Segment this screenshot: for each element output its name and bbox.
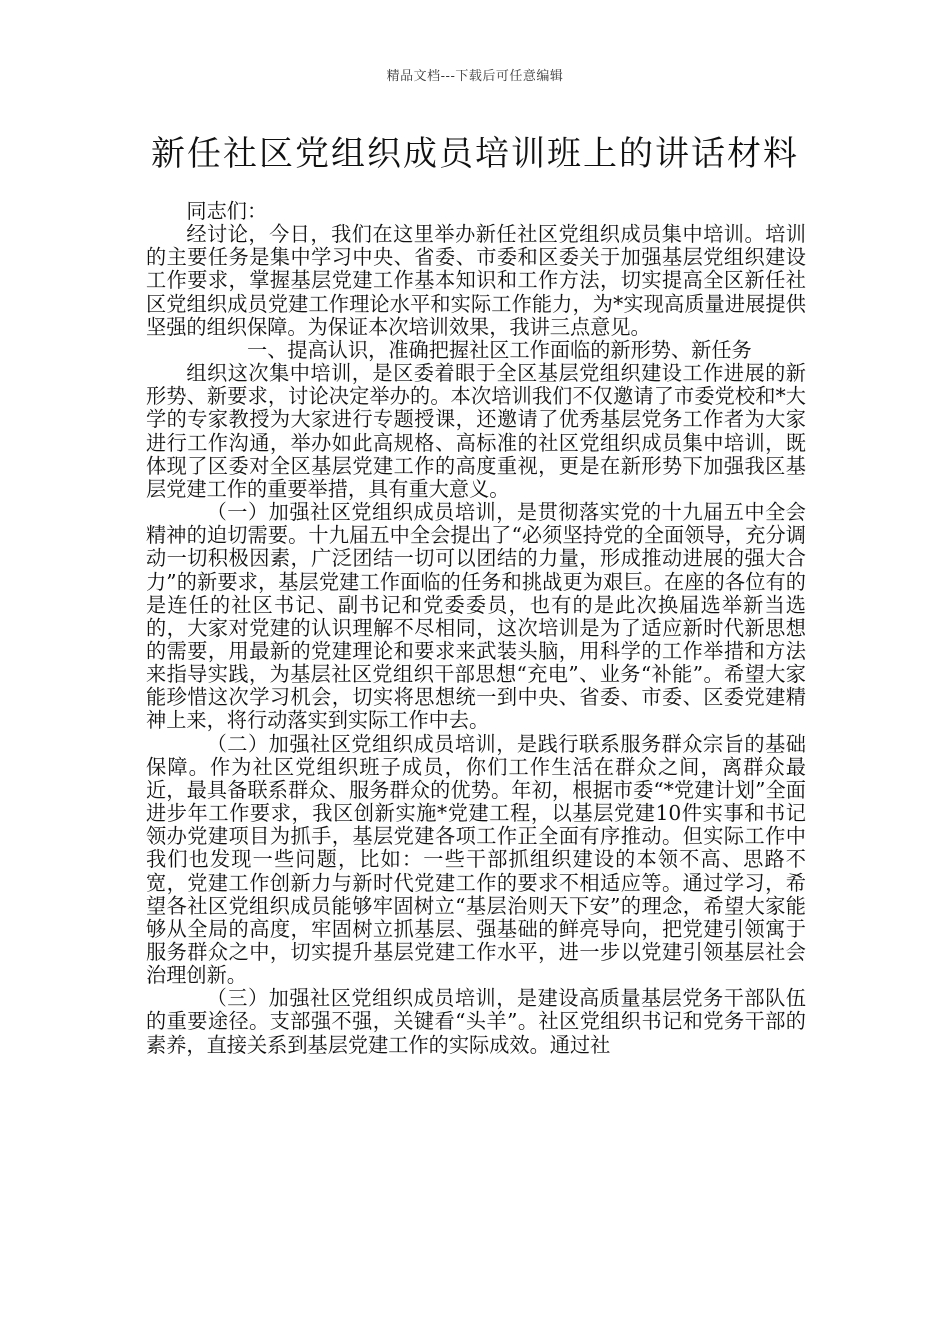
paragraph-point-2: （二）加强社区党组织成员培训，是践行联系服务群众宗旨的基础保障。作为社区党组织班子成员，你们工作生活在群众之间，离群众最近，最具备联系群众、服务群众的优势。年初，根据市委“*党建计划”全面进步年工作要求，我区创新实施*党建工程，以基层党建10件实事和书记领办党建项目为抓手，基层党建各项工作正全面有序推动。但实际工作中我们也发现一些问题，比如：一些干部抓组织建设的本领不高、思路不宽，党建工作创新力与新时代党建工作的要求不相适应等。通过学习，希望各社区党组织成员能够牢固树立“基层治则天下安”的理念，希望大家能够从全局的高度，牢固树立抓基层、强基础的鲜亮导向，把党建引领寓于服务群众之中，切实提升基层党建工作水平，进一步以党建引领基层社会治理创新。 — [146, 731, 806, 988]
document-title: 新任社区党组织成员培训班上的讲话材料 — [151, 134, 799, 174]
header-note: 精品文档---下载后可任意编辑 — [386, 69, 564, 84]
paragraph-point-3: （三）加强社区党组织成员培训，是建设高质量基层党务干部队伍的重要途径。支部强不强，关键看“头羊”。社区党组织书记和党务干部的素养，直接关系到基层党建工作的实际成效。通过社 — [146, 986, 806, 1057]
salutation: 同志们： — [186, 199, 268, 223]
section-heading-1: 一、提高认识，准确把握社区工作面临的新形势、新任务 — [247, 337, 752, 362]
paragraph-section1-body: 组织这次集中培训，是区委着眼于全区基层党组织建设工作进展的新形势、新要求，讨论决定举办的。本次培训我们不仅邀请了市委党校和*大学的专家教授为大家进行专题授课，还邀请了优秀基层党务工作者为大家进行工作沟通，举办如此高规格、高标准的社区党组织成员集中培训，既体现了区委对全区基层党建工作的高度重视，更是在新形势下加强我区基层党建工作的重要举措，具有重大意义。 — [146, 361, 806, 501]
document-body — [146, 200, 806, 1057]
paragraph-intro: 经讨论，今日，我们在这里举办新任社区党组织成员集中培训。培训的主要任务是集中学习中央、省委、市委和区委关于加强基层党组织建设工作要求，掌握基层党建工作基本知识和工作方法，切实提高全区新任社区党组织成员党建工作理论水平和实际工作能力，为*实现高质量进展提供坚强的组织保障。为保证本次培训效果，我讲三点意见。 — [146, 222, 806, 339]
paragraph-point-1: （一）加强社区党组织成员培训，是贯彻落实党的十九届五中全会精神的迫切需要。十九届五中全会提出了“必须坚持党的全面领导，充分调动一切积极因素，广泛团结一切可以团结的力量，形成推动进展的强大合力”的新要求，基层党建工作面临的任务和挑战更为艰巨。在座的各位有的是连任的社区书记、副书记和党委委员，也有的是此次换届选举新当选的，大家对党建的认识理解不尽相同，这次培训是为了适应新时代新思想的需要，用最新的党建理论和要求来武装头脑，用科学的工作举措和方法来指导实践，为基层社区党组织干部思想“充电”、业务“补能”。希望大家能珍惜这次学习机会，切实将思想统一到中央、省委、市委、区委党建精神上来，将行动落实到实际工作中去。 — [146, 500, 806, 733]
